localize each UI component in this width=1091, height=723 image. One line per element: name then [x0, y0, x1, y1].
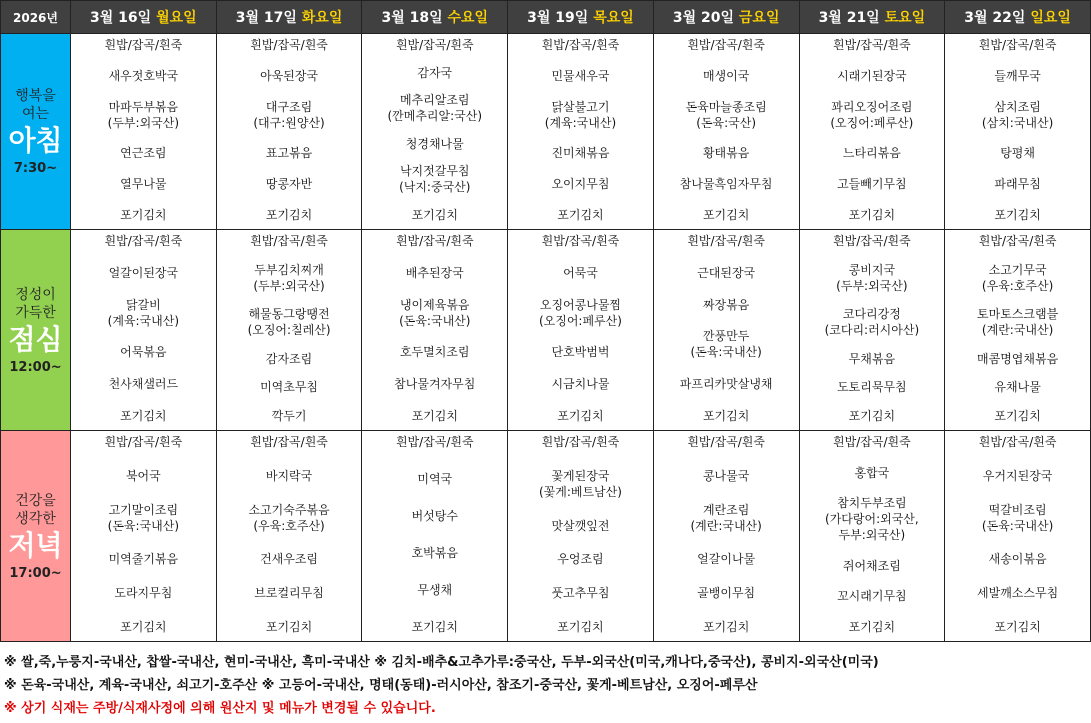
- dish-item: 흰밥/잡곡/흰죽: [687, 38, 765, 52]
- dish-item: 고들빼기무침: [837, 177, 907, 192]
- dish-item: 깍두기: [271, 408, 307, 423]
- weekday-label: 일요일: [1030, 10, 1071, 26]
- dish-item: 흰밥/잡곡/흰죽: [104, 38, 183, 52]
- day-menu-cell: [653, 230, 799, 431]
- day-menu-cell: [216, 230, 362, 431]
- dish-item: 파래무침: [994, 177, 1041, 192]
- meal-label: [1, 431, 71, 642]
- day-header: [362, 1, 508, 34]
- day-menu-cell: [216, 431, 362, 642]
- dish-item: 바지락국: [265, 468, 313, 483]
- day-menu-cell: [653, 431, 799, 642]
- date-label: 3월 20일: [672, 10, 735, 26]
- dish-item: 흰밥/잡곡/흰죽: [541, 38, 620, 52]
- dish-item: 시래기된장국: [837, 68, 907, 83]
- dish-item: 포기김치: [994, 207, 1041, 222]
- dish-item: 포기김치: [994, 408, 1041, 423]
- dish-item: 포기김치: [411, 408, 458, 423]
- dish-item: 유채나물: [994, 380, 1041, 395]
- dish-list: [508, 34, 653, 229]
- dish-list: [654, 230, 799, 430]
- day-menu-cell: [945, 431, 1091, 642]
- dish-item: 새우젓호박국: [108, 68, 179, 83]
- day-menu-cell: [71, 230, 217, 431]
- dish-item: 골뱅이무침: [697, 586, 756, 601]
- dish-item: 코다리강정 (코다리:러시아산): [824, 307, 920, 338]
- dish-item: 포기김치: [848, 408, 896, 423]
- dish-item: 땅콩자반: [265, 177, 313, 192]
- dish-item: 포기김치: [702, 619, 750, 634]
- dish-item: 꼬시래기무침: [837, 589, 907, 604]
- dish-list: [362, 230, 507, 430]
- origin-note-line: ※ 쌀,죽,누룽지-국내산, 찹쌀-국내산, 현미-국내산, 흑미-국내산 ※ 김치-배추&고추가루:중국산, 두부-외국산(미국,캐나다,중국산), 콩비지-외국산(미국): [4, 655, 879, 670]
- dish-list: [654, 431, 799, 641]
- weekday-label: 토요일: [884, 10, 926, 26]
- date-label: 3월 19일: [527, 10, 589, 26]
- dish-item: 흰밥/잡곡/흰죽: [104, 234, 183, 248]
- dish-item: 흰밥/잡곡/흰죽: [250, 234, 328, 248]
- meal-label: [1, 34, 71, 230]
- dish-item: 포기김치: [411, 620, 458, 634]
- dish-item: 흰밥/잡곡/흰죽: [395, 234, 474, 248]
- dish-item: 호두멸치조림: [399, 345, 470, 360]
- dish-item: 얼갈이나물: [697, 552, 756, 567]
- dish-item: 황태볶음: [702, 146, 750, 161]
- dish-item: 도라지무침: [114, 586, 173, 601]
- dish-list: [508, 431, 653, 641]
- dish-list: [800, 34, 945, 229]
- dish-list: [71, 230, 216, 430]
- dish-item: 흰밥/잡곡/흰죽: [978, 435, 1057, 449]
- dish-item: 새송이볶음: [988, 552, 1047, 567]
- dish-list: [217, 230, 362, 430]
- dish-item: 포기김치: [120, 619, 167, 634]
- dish-item: 열무나물: [120, 177, 167, 192]
- weekday-label: 월요일: [156, 10, 197, 26]
- date-label: 3월 18일: [381, 10, 443, 26]
- origin-note-line: ※ 돈육-국내산, 계육-국내산, 쇠고기-호주산 ※ 고등어-국내산, 명태(동태)-러시아산, 참조기-중국산, 꽃게-베트남산, 오징어-페루산: [4, 678, 758, 693]
- dish-item: 어묵볶음: [120, 345, 167, 360]
- meal-label-line: 생각한: [15, 510, 56, 527]
- dish-item: 매생이국: [702, 68, 750, 83]
- weekday-label: 금요일: [738, 10, 780, 26]
- dish-list: [945, 34, 1090, 229]
- dish-item: 계란조림 (계란:국내산): [690, 502, 762, 533]
- meal-label-line: 행복을: [15, 88, 56, 104]
- dish-item: 포기김치: [265, 619, 313, 634]
- dish-item: 흰밥/잡곡/흰죽: [541, 435, 620, 449]
- meal-name: 저녁: [8, 528, 63, 562]
- date-label: 3월 22일: [964, 10, 1026, 26]
- dish-item: 흰밥/잡곡/흰죽: [395, 38, 474, 52]
- dish-item: 콩나물국: [702, 468, 750, 483]
- dish-item: 미역초무침: [260, 380, 319, 395]
- breakfast-row: [1, 34, 1091, 230]
- origin-notes: [4, 651, 1089, 720]
- dish-list: [362, 431, 507, 641]
- dish-item: 도토리묵무침: [837, 380, 907, 395]
- dish-item: 흰밥/잡곡/흰죽: [833, 38, 911, 52]
- dish-item: 소고기무국 (우육:호주산): [981, 262, 1054, 293]
- dish-list: [217, 34, 362, 229]
- day-header: [71, 1, 217, 34]
- dish-item: 포기김치: [557, 619, 604, 634]
- day-menu-cell: [216, 34, 362, 230]
- day-menu-cell: [799, 34, 945, 230]
- dish-item: 진미채볶음: [551, 146, 610, 161]
- dish-item: 포기김치: [557, 207, 604, 222]
- dish-item: 천사채샐러드: [108, 377, 179, 392]
- day-header: [653, 1, 799, 34]
- dish-item: 깐풍만두 (돈육:국내산): [690, 329, 762, 360]
- lunch-row: [1, 230, 1091, 431]
- dish-item: 느타리볶음: [842, 146, 901, 161]
- meal-label-line: 가득한: [15, 304, 56, 321]
- date-label: 3월 16일: [90, 10, 152, 26]
- dish-item: 마파두부볶음 (두부:외국산): [107, 99, 180, 130]
- dish-item: 흰밥/잡곡/흰죽: [250, 435, 328, 449]
- meal-label: [1, 230, 71, 431]
- dish-list: [362, 34, 507, 229]
- dish-item: 시금치나물: [551, 377, 610, 392]
- dish-item: 흰밥/잡곡/흰죽: [250, 38, 328, 52]
- dish-item: 닭살불고기 (계육:국내산): [544, 99, 617, 130]
- dish-item: 쥐어채조림: [842, 558, 901, 573]
- dish-item: 단호박범벅: [551, 345, 610, 360]
- dish-item: 풋고추무침: [551, 586, 610, 601]
- dish-item: 메추리알조림 (깐메추리알:국산): [387, 93, 483, 124]
- dish-item: 어묵국: [563, 265, 598, 280]
- dish-list: [71, 34, 216, 229]
- dish-item: 흰밥/잡곡/흰죽: [541, 234, 620, 248]
- dish-item: 돈육마늘종조림 (돈육:국산): [685, 99, 767, 130]
- dish-list: [654, 34, 799, 229]
- day-menu-cell: [653, 34, 799, 230]
- day-header: [945, 1, 1091, 34]
- dish-item: 참치두부조림 (가다랑어:외국산, 두부:외국산): [825, 496, 919, 543]
- meal-name: 점심: [8, 322, 63, 356]
- day-header: [508, 1, 654, 34]
- day-menu-cell: [945, 34, 1091, 230]
- dish-item: 흰밥/잡곡/흰죽: [687, 435, 765, 449]
- dish-list: [508, 230, 653, 430]
- meal-name: 아침: [8, 124, 63, 157]
- dinner-row: [1, 431, 1091, 642]
- dish-item: 들깨무국: [994, 68, 1041, 83]
- dish-list: [800, 230, 945, 430]
- dish-item: 포기김치: [120, 207, 167, 222]
- dish-item: 청경채나물: [405, 136, 464, 151]
- dish-item: 홍합국: [854, 465, 890, 480]
- day-header: [799, 1, 945, 34]
- dish-item: 두부김치찌개 (두부:외국산): [253, 262, 325, 293]
- dish-item: 우엉조림: [557, 552, 604, 567]
- dish-item: 떡갈비조림 (돈육:국내산): [981, 502, 1054, 533]
- meal-time: 17:00~: [9, 565, 62, 581]
- dish-item: 연근조림: [120, 146, 167, 161]
- date-label: 3월 17일: [235, 10, 297, 26]
- dish-item: 근대된장국: [697, 265, 756, 280]
- dish-item: 포기김치: [848, 619, 896, 634]
- dish-item: 고기말이조림 (돈육:국내산): [107, 502, 180, 533]
- dish-item: 포기김치: [994, 619, 1041, 634]
- dish-item: 소고기숙주볶음 (우육:호주산): [248, 502, 330, 533]
- dish-item: 아욱된장국: [260, 68, 319, 83]
- dish-item: 무생채: [417, 583, 453, 597]
- dish-item: 흰밥/잡곡/흰죽: [833, 234, 911, 248]
- dish-item: 포기김치: [265, 207, 313, 222]
- dish-item: 포기김치: [411, 207, 458, 222]
- dish-item: 짜장볶음: [702, 297, 750, 312]
- dish-item: 매콤명엽채볶음: [977, 351, 1059, 366]
- dish-item: 해물동그랑땡전 (오징어:칠레산): [247, 307, 331, 338]
- meal-time: 12:00~: [9, 359, 62, 375]
- dish-item: 포기김치: [848, 207, 896, 222]
- dish-item: 민물새우국: [551, 68, 610, 83]
- dish-item: 흰밥/잡곡/흰죽: [833, 435, 911, 449]
- dish-item: 감자조림: [265, 351, 313, 366]
- dish-item: 포기김치: [702, 207, 750, 222]
- day-menu-cell: [508, 34, 654, 230]
- dish-item: 포기김치: [702, 408, 750, 423]
- dish-item: 흰밥/잡곡/흰죽: [104, 435, 183, 449]
- day-menu-cell: [799, 230, 945, 431]
- dish-item: 흰밥/잡곡/흰죽: [978, 38, 1057, 52]
- dish-item: 미역줄기볶음: [108, 552, 179, 567]
- day-menu-cell: [362, 230, 508, 431]
- day-menu-cell: [945, 230, 1091, 431]
- dish-item: 오이지무침: [551, 177, 610, 192]
- dish-item: 얼갈이된장국: [108, 265, 179, 280]
- dish-item: 건새우조림: [260, 552, 319, 567]
- day-menu-cell: [71, 34, 217, 230]
- day-menu-cell: [71, 431, 217, 642]
- dish-item: 참나물겨자무침: [394, 377, 476, 392]
- dish-item: 냉이제육볶음 (돈육:국내산): [399, 297, 471, 328]
- dish-item: 감자국: [417, 65, 453, 80]
- dish-item: 무채볶음: [848, 351, 896, 366]
- year-header: 2026년: [1, 1, 71, 34]
- dish-item: 표고볶음: [265, 146, 313, 161]
- day-menu-cell: [362, 431, 508, 642]
- dish-item: 삼치조림 (삼치:국내산): [981, 99, 1054, 130]
- dish-item: 대구조림 (대구:원양산): [253, 99, 325, 130]
- dish-item: 배추된장국: [405, 265, 464, 280]
- dish-item: 포기김치: [120, 408, 167, 423]
- dish-item: 토마토스크램블 (계란:국내산): [977, 307, 1059, 338]
- dish-item: 흰밥/잡곡/흰죽: [978, 234, 1057, 248]
- dish-item: 낙지젓갈무침 (낙지:중국산): [399, 164, 471, 195]
- dish-item: 호박볶음: [411, 546, 458, 560]
- header-row: [1, 1, 1091, 34]
- day-menu-cell: [508, 230, 654, 431]
- dish-item: 파프리카맛살냉채: [679, 377, 773, 392]
- meal-label-line: 정성이: [15, 286, 56, 303]
- day-menu-cell: [799, 431, 945, 642]
- dish-item: 꽈리오징어조림 (오징어:페루산): [830, 99, 914, 130]
- dish-item: 흰밥/잡곡/흰죽: [687, 234, 765, 248]
- dish-item: 참나물흑임자무침: [679, 177, 773, 192]
- dish-list: [217, 431, 362, 641]
- dish-item: 버섯탕수: [411, 509, 458, 523]
- dish-item: 닭갈비 (계육:국내산): [107, 297, 180, 328]
- meal-label-line: 건강을: [15, 492, 56, 509]
- dish-item: 우거지된장국: [982, 468, 1053, 483]
- dish-item: 미역국: [417, 472, 453, 486]
- change-warning: ※ 상기 식재는 주방/식재사정에 의해 원산지 및 메뉴가 변경될 수 있습니다.: [4, 701, 436, 716]
- dish-item: 탕평채: [1000, 146, 1035, 161]
- dish-item: 북어국: [125, 468, 161, 483]
- dish-item: 브로컬리무침: [254, 586, 324, 601]
- dish-item: 꽃게된장국 (꽃게:베트남산): [538, 468, 622, 499]
- dish-item: 오징어콩나물찜 (오징어:페루산): [538, 297, 622, 328]
- date-label: 3월 21일: [818, 10, 880, 26]
- dish-item: 흰밥/잡곡/흰죽: [395, 435, 474, 449]
- weekday-label: 화요일: [301, 10, 343, 26]
- dish-item: 포기김치: [557, 408, 604, 423]
- day-menu-cell: [362, 34, 508, 230]
- dish-list: [945, 431, 1090, 641]
- dish-list: [945, 230, 1090, 430]
- dish-list: [800, 431, 945, 641]
- dish-item: 맛살깻잎전: [551, 518, 610, 533]
- dish-item: 세발깨소스무침: [977, 586, 1059, 601]
- dish-list: [71, 431, 216, 641]
- meal-label-line: 여는: [21, 106, 50, 122]
- weekday-label: 목요일: [593, 10, 634, 26]
- dish-item: 콩비지국 (두부:외국산): [836, 262, 908, 293]
- day-menu-cell: [508, 431, 654, 642]
- day-header: [216, 1, 362, 34]
- menu-body: [1, 34, 1091, 642]
- weekday-label: 수요일: [447, 10, 489, 26]
- meal-time: 7:30~: [13, 161, 58, 176]
